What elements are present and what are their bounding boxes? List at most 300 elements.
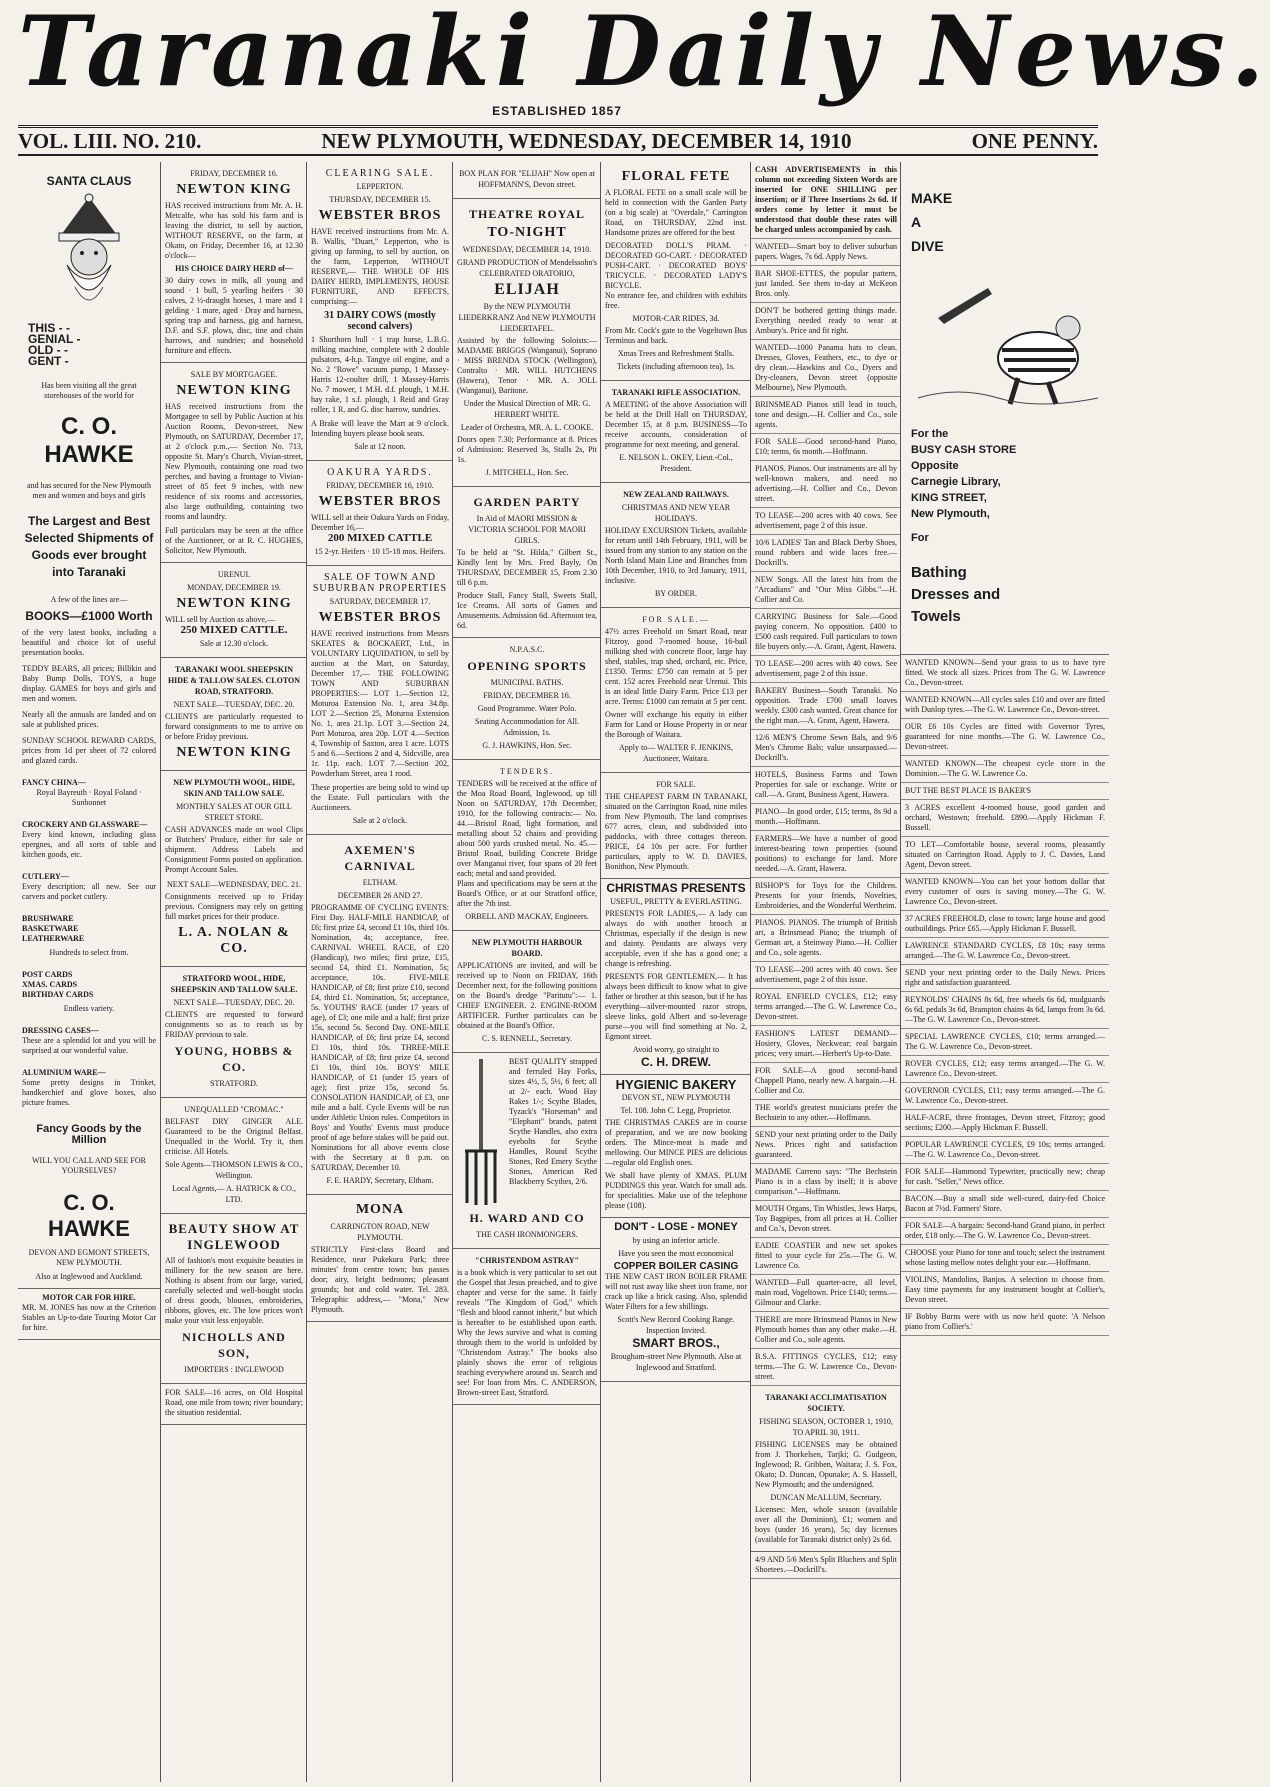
license-fees: Licenses: Men, whole season (available over all the Dominion), £1; women and boys (under 16 years), 5s; day licenses (available for Taranaki district only) 2s 6d.	[755, 1505, 897, 1544]
dressing-cases: DRESSING CASES—	[22, 1026, 99, 1035]
tonight-heading: TO-NIGHT	[487, 225, 567, 240]
classified-ad: VIOLINS, Mandolins, Banjos. A selection to choose from. Easy time payments for any instrument bought at Collier's, Devon street.	[901, 1272, 1109, 1309]
hawke-name: C. O. HAWKE	[44, 413, 134, 468]
production-line: GRAND PRODUCTION of Mendelssohn's CELEBRATED ORATORIO,	[457, 258, 597, 278]
np-wool-sale	[161, 771, 307, 967]
harbour-secretary: C. S. RENNELL, Secretary.	[482, 1034, 572, 1043]
motor-heading: MOTOR CAR FOR HIRE.	[42, 1293, 136, 1302]
floral-fete-advert	[601, 162, 751, 381]
beauty-show-advert	[161, 1214, 307, 1384]
herd-body: 30 dairy cows in milk, all young and sound · 1 bull, 5 yearling heifers · 30 calves, 2 ½-draught horses, 1 mare and 1 gelding · 1 mare, aged · Dray and harness, spring trap and harness, gig and harness, D.F. and S.F. plows, disc, tine and chain harrows, and sundries; and household furniture and effects.	[165, 276, 303, 355]
oratorio-title: ELIJAH	[494, 281, 560, 298]
garden-party-heading: GARDEN PARTY	[473, 495, 581, 509]
sports-programme: Good Programme. Water Polo.	[477, 704, 577, 713]
dive-line: DIVE	[911, 238, 944, 254]
presents-ladies: PRESENTS FOR LADIES,— A lady can always do with another brooch at Christmas, especially if the design is new and dainty. Pendants are always very acceptable, even if she has a good one; a change is refreshing.	[605, 909, 747, 968]
king-street-line: KING STREET,	[911, 492, 987, 504]
sale-date: FRIDAY, DECEMBER 16.	[190, 169, 278, 178]
rifle-president: E. NELSON L. OKEY, Lieut.-Col., President.	[619, 453, 733, 473]
classified-ad: BUT THE BEST PLACE IS BAKER'S	[901, 783, 1109, 800]
have-you-seen: Have you seen the most economical	[618, 1249, 734, 1258]
established-line: ESTABLISHED 1857	[492, 104, 622, 118]
cattle-count: 250 MIXED CATTLE.	[180, 624, 288, 636]
classified-ad: WANTED—1000 Panama hats to clean. Dresses, Gloves, Feathers, etc., to dye or dry clean.—Hawkins and Co., Dyers and Dry-cleaners, Devon street (opposite Melbourne), New Plymouth.	[751, 340, 901, 397]
largest-shipments: The Largest and Best Selected Shipments of Goods ever brought into Taranaki	[24, 514, 154, 579]
auctioneer-name: YOUNG, HOBBS & CO.	[174, 1044, 294, 1074]
club-name: N.P.A.S.C.	[509, 645, 545, 654]
hawke-address: DEVON AND EGMONT STREETS,	[28, 1248, 150, 1257]
classified-ad: IF Bobby Burns were with us now he'd quote: 'A Nelson piano from Collier's.'	[901, 1309, 1109, 1336]
dressing-body: These are a splendid lot and you will be surprised at our wonderful value.	[22, 1036, 156, 1055]
classified-ad: FASHION'S LATEST DEMAND—Hosiery, Gloves, Neckwear; real bargain prices; very smart.—Herbert's Up-to-Date.	[751, 1026, 901, 1063]
fishing-season: FISHING SEASON, OCTOBER 1, 1910, TO APRIL 30, 1911.	[759, 1417, 893, 1437]
santa-icon	[49, 195, 129, 315]
auctioneer-name: NEWTON KING	[176, 182, 292, 197]
fancy-china: FANCY CHINA—	[22, 778, 86, 787]
hawke-name-footer: C. O. HAWKE	[48, 1190, 130, 1241]
engineers: ORBELL AND MACKAY, Engineers.	[465, 912, 589, 921]
opposite-line: Opposite	[911, 460, 959, 472]
page-columns	[18, 162, 1108, 1782]
garden-party-advert	[453, 487, 601, 638]
classified-ad: TO LEASE—200 acres with 40 cows. See advertisement, page 2 of this issue.	[751, 508, 901, 535]
sale-body: CASH ADVANCES made on wool Clips or Butchers' Produce, either for sale or shipment. Address Labels and Consignment Forms posted on application. Prompt Account Sales.	[165, 825, 303, 874]
masthead	[0, 0, 1270, 118]
elijah-box-plan	[453, 162, 601, 199]
column-auctions-newton-king	[160, 162, 307, 1782]
classified-ad: CARRYING Business for Sale.—Good paying concern. No opposition. £400 to £500 cash required. Full particulars to town file buyers only.—A. Grant, Agent, Hawera.	[751, 609, 901, 656]
railways-subheading: CHRISTMAS AND NEW YEAR HOLIDAYS.	[621, 503, 731, 523]
auctioneer-town: STRATFORD.	[210, 1079, 258, 1088]
presents-subheading: USEFUL, PRETTY & EVERLASTING.	[610, 897, 742, 906]
next-sale-body: Consignments received up to Friday previous. Consigners may rely on getting full market prices for their produce.	[165, 892, 303, 921]
secured-text: and has secured for the New Plymouth men and women and boys and girls	[27, 481, 151, 500]
sale-place: URENUI.	[217, 570, 251, 579]
sale-place: LEPPERTON.	[356, 182, 404, 191]
bakery-telephone: Tel. 108. John C. Legg, Proprietor.	[620, 1106, 732, 1115]
tenders-heading: TENDERS.	[500, 767, 554, 776]
nicholls-name: NICHOLLS AND SON,	[182, 1330, 286, 1360]
presents-gentlemen: PRESENTS FOR GENTLEMEN,— It has always been difficult to know what to give father or brother at this season, but if he has everything—silver-mounted razor strops, sleeve links, gold Albert and so-leverage purse—you will find something at No. 2, Egmont street.	[605, 972, 747, 1041]
local-agents: Local Agents,— A. HATRICK & CO., LTD.	[172, 1184, 296, 1204]
classified-ad: THE world's greatest musicians prefer the Bechstein to any other.—Hoffmann.	[751, 1100, 901, 1127]
classified-list	[901, 655, 1109, 1336]
ginger-ale-body: BELFAST DRY GINGER ALE. Guaranteed to be the Original Belfast. Unequalled in the World. Try it, then criticise. All Hotels.	[165, 1117, 303, 1156]
copper-casing: COPPER BOILER CASING	[613, 1261, 739, 1272]
classified-ad: PIANOS. Pianos. Our instruments are all by well-known makers, and need no advertising.—H. Collier and Co., Devon street.	[751, 461, 901, 508]
carnival-secretary: F. E. HARDY, Secretary, Eltham.	[326, 1176, 434, 1185]
visiting-text: Has been visiting all the great storehouses of the world for	[41, 381, 137, 400]
classified-ad: FOR SALE—A bargain: Second-hand Grand piano, in perfect order, £18 only.—The G. W. Lawrence Co., Devon-street.	[901, 1218, 1109, 1245]
hawke-town: NEW PLYMOUTH.	[56, 1258, 122, 1267]
diver-icon	[918, 258, 1098, 408]
harbour-board-advert	[453, 931, 601, 1053]
classified-ad: FOR SALE—A good second-hand Chappell Piano, nearly new. A bargain.—H. Collier and Co.	[751, 1063, 901, 1100]
bakery-cakes: THE CHRISTMAS CAKES are in course of preparation, and we are now booking orders. The Mince-meat is made and mellowing. Our MINCE PIES are delicious—regular old English ones.	[605, 1118, 747, 1167]
inferior-article: by using an inferior article.	[632, 1236, 720, 1245]
theatre-royal-advert	[453, 199, 601, 487]
auctioneer-name: WEBSTER BROS	[318, 610, 442, 625]
sale-heading: TARANAKI WOOL SHEEPSKIN HIDE & TALLOW SALES. CLOTON ROAD, STRATFORD.	[167, 665, 301, 696]
cattle-count: 200 MIXED CATTLE	[327, 532, 433, 544]
a-line: A	[911, 214, 922, 230]
orchestra-leader: Leader of Orchestra, MR. A. L. COOKE.	[460, 423, 594, 432]
mona-boarding-house	[307, 1195, 453, 1322]
smart-road-for-sale	[601, 608, 751, 773]
classified-ad: PIANO—In good order, £15; terms, 8s 9d a month.—Hoffmann.	[751, 804, 901, 831]
hawke-advert	[18, 162, 160, 1289]
classified-ad: ROVER CYCLES, £12; easy terms arranged.—The G. W. Lawrence Co., Devon-street.	[901, 1056, 1109, 1083]
bakery-heading: HYGIENIC BAKERY	[615, 1077, 737, 1092]
avoid-worry: Avoid worry, go straight to	[632, 1045, 720, 1054]
crockery-heading: CROCKERY AND GLASSWARE—	[22, 820, 148, 829]
drew-name: C. H. DREW.	[640, 1055, 711, 1069]
this-line: THIS - -	[28, 321, 70, 335]
rifle-meeting: A MEETING of the above Association will be held at the Drill Hall on THURSDAY, December 15, at 8 p.m. BUSINESS—To receive accounts, consideration of programme for next meeting, and general.	[605, 400, 747, 449]
smart-bros-address: Brougham-street New Plymouth. Also at Inglewood and Stratford.	[610, 1352, 742, 1372]
classified-ad: 3 ACRES excellent 4-roomed house, good garden and orchard, Westown; freehold. £890.—Apply Hickman F. Bussell.	[901, 800, 1109, 837]
classified-ad: WANTED KNOWN—Send your grass to us to have tyre fitted. We stock all sizes. Prices from The G. W. Lawrence Co., Devon-street.	[901, 655, 1109, 692]
herd-heading: HIS CHOICE DAIRY HERD of—	[175, 264, 293, 273]
sale-time: Sale at 12 noon.	[354, 442, 406, 451]
christendom-astray-advert	[453, 1249, 601, 1405]
classified-ad: SEND your next printing order to the Daily News. Prices right and satisfaction guaranteed.	[751, 1127, 901, 1164]
sale-body: HAS received instructions from Mr. A. H. Metcalfe, who has sold his farm and is leaving the district, to sell by auction, WITHOUT RESERVE, on the farm, at Okato, on Friday, December 16, at 12.30 o'clock—	[165, 201, 303, 260]
classified-ad: SEND your next printing order to the Daily News. Prices right and satisfaction guaranteed.	[901, 965, 1109, 992]
basketware: BASKETWARE	[22, 924, 79, 933]
classified-ad: MADAME Carreno says: "The Bechstein Piano is in a class by itself; it is above comparison."—Hoffmann.	[751, 1164, 901, 1201]
sports-date: FRIDAY, DECEMBER 16.	[483, 691, 571, 700]
motor-route: From Mr. Cock's gate to the Vogeltown Bus Terminus and back.	[605, 326, 747, 345]
cow-count: 31 DAIRY COWS (mostly second calvers)	[324, 310, 436, 332]
bakery-puddings: We shall have plenty of XMAS. PLUM PUDDINGS this year. Watch for small ads. for specialities. Make use of the telephone please (108).	[605, 1171, 747, 1210]
hundreds: Hundreds to select from.	[49, 948, 129, 957]
china-lines: Royal Bayreuth · Royal Foland · Sunbonnet	[36, 788, 142, 807]
hon-secretary: G. J. HAWKINS, Hon. Sec.	[482, 741, 572, 750]
agent-contact: Apply to— WALTER F. JENKINS, Auctioneer, Waitara.	[618, 743, 734, 763]
carnegie-line: Carnegie Library,	[911, 476, 1001, 488]
classified-ad: REYNOLDS' CHAINS 8s 6d, free wheels 6s 6d, mudguards 6s 6d, pedals 3s 6d, Brampton chains 4s 6d, lamps from 3s 6d.—The G. W. Lawrence Co., Devon-street.	[901, 992, 1109, 1029]
soloists: Assisted by the following Soloists:— MADAME BRIGGS (Wanganui), Soprano · MISS BRENDA STOCK (Wellington), Contralto · MR. WILL HUTCHENS (Hawera), Tenor · MR. A. JOLL (Wanganui), Baritone.	[457, 336, 597, 395]
classified-ad: BRINSMEAD Pianos still lead in touch, tone and design.—H. Collier and Co., sole agents.	[751, 397, 901, 434]
classified-ad: NEW Songs. All the latest hits from the "Arcadians" and "Our Miss Gibbs."—H. Collier and Co.	[751, 572, 901, 609]
sale-body: HAVE received instructions from Messrs SKEATES & BOCKAERT, Ltd., in VOLUNTARY LIQUIDATION, to sell by auction at the Mart, on Saturday, December 17,— THE FOLLOWING TOWN AND SUBURBAN PROPERTIES:— LOT 1.—Section 12, Moturoa Extension No. 1, area 34.8p. LOT 2.—Section 25, Moturoa Extension No. 1, area 21.1p. LOT 3.—Section 24, Port Moturoa, area 20p. LOT 4.—Section 4, Township of Saxton, area 1 acre. LOTS 5 and 6.—Sections 2 and 4, Sidcville, area 1r. 11p. each. LOT 7.—Section 202, Powderham Street, area 1 rood.	[311, 629, 449, 778]
fete-heading: FLORAL FETE	[621, 169, 731, 184]
sale-time: Sale at 2 o'clock.	[352, 816, 408, 825]
volume-number: VOL. LIII. NO. 210.	[18, 128, 202, 153]
auctioneer-name: WEBSTER BROS	[318, 494, 442, 509]
axemens-carnival	[307, 835, 453, 1195]
opening-sports-advert	[453, 638, 601, 760]
books-body: of the very latest books, including a beautiful and choice lot of useful presentation books.	[22, 628, 156, 657]
tenders-plans: Plans and specifications may be seen at the Board's Office, or at our Stratford office, after the 7th inst.	[457, 879, 597, 908]
busy-cash-store-advert	[901, 162, 1109, 655]
sale-heading: STRATFORD WOOL, HIDE, SHEEPSKIN AND TALLOW SALE.	[170, 974, 298, 994]
classified-ad: 37 ACRES FREEHOLD, close to town; large house and good outbuildings. Price £65.—Apply Hickman F. Bussell.	[901, 911, 1109, 938]
hon-secretary: J. MITCHELL, Hon. Sec.	[485, 468, 569, 477]
place-date: NEW PLYMOUTH, WEDNESDAY, DECEMBER 14, 1910	[321, 128, 852, 153]
reward-cards: SUNDAY SCHOOL REWARD CARDS, prices from 1d per sheet of 72 colored and glazed cards.	[22, 736, 156, 765]
sale-particulars: Full particulars may be seen at the office of the Auctioneer, or at R. C. HUGHES, Solicitor, New Plymouth.	[165, 526, 303, 555]
dockrills-bluchers: 4/9 AND 5/6 Men's Split Bluchers and Split Shoetees.—Dockrill's.	[751, 1552, 901, 1579]
classified-ad: BACON.—Buy a small side well-cured, dairy-fed Choice Bacon at 7½d. Farmers' Store.	[901, 1191, 1109, 1218]
birthday-cards: BIRTHDAY CARDS	[22, 990, 94, 999]
classified-ad: 12/6 MEN'S Chrome Sewn Bals, and 9/6 Men's Chrome Bals; value unsurpassed.—Dockrill's.	[751, 730, 901, 767]
gent-line: GENT -	[28, 354, 69, 368]
book-title: "CHRISTENDOM ASTRAY"	[475, 1256, 579, 1265]
sale-body: CLIENTS are particularly requested to forward consignments to me to arrive on or before Friday previous.	[165, 712, 303, 741]
sale-date: MONDAY, DECEMBER 19.	[187, 583, 281, 592]
cutlery-heading: CUTLERY—	[22, 872, 69, 881]
sale-date: FRIDAY, DECEMBER 16, 1910.	[326, 481, 434, 490]
classified-ad: HALF-ACRE, three frontages, Devon street, Fitzroy; good sections; £200.—Apply Hickman F. Bussell.	[901, 1110, 1109, 1137]
admission-prices: Doors open 7.30; Performance at 8. Prices of Admission: Reserved 3s, Stalls 2s, Pit 1s.	[457, 435, 597, 464]
sale-heading: SALE OF TOWN AND SUBURBAN PROPERTIES	[312, 572, 448, 594]
sale-body: WILL sell at their Oakura Yards on Friday, December 16,—	[311, 513, 449, 532]
dont-lose-money: DON'T - LOSE - MONEY	[614, 1221, 738, 1233]
heifers-list: 15 2-yr. Heifers · 10 15-18 mos. Heifers.	[314, 547, 446, 556]
ward-name: H. WARD AND CO	[469, 1211, 585, 1225]
old-line: OLD - -	[28, 343, 68, 357]
brushware: BRUSHWARE	[22, 914, 74, 923]
ginger-ale-advert	[161, 1098, 307, 1214]
implements-list: 1 Shorthorn bull · 1 trap horse, L.B.G. milking machine, complete with 2 double pulsators, 4-h.p. Tangye oil engine, and a No. 2 "Rowe" vacuum pump, 1 Massey-Harris 12-coulter drill, 1 Massey-Harris No. 7 mower, 1 M.H. d.f. plough, 1 M.H. hay rake, 1 s.f. plough, 1 Reid and Gray roller, 1 R. and G. disc harrow, sundries.	[311, 335, 449, 414]
classified-ad: TO LEASE—200 acres with 40 cows. See advertisement, page 2 of this issue.	[751, 962, 901, 989]
classified-ad: DON'T be bothered getting things made. Everything needed ready to wear at Ambury's. Price and fit right.	[751, 303, 901, 340]
old-hospital-road-sale	[161, 1384, 307, 1425]
railways-notice	[601, 483, 751, 608]
mona-body: STRICTLY First-class Board and Residence, near Pukekura Park; three minutes' from centre town; bus passes door; airy, bright bedrooms; pleasant grounds; hot and cold water. Tel. 283. Telegraphic address,— "Mona," New Plymouth.	[311, 1245, 449, 1314]
classified-ad: FOR SALE—Good second-hand Piano, £10; terms, 6s month.—Hoffmann.	[751, 434, 901, 461]
sports-admission: Seating Accommodation for All. Admission, 1s.	[475, 717, 579, 737]
classified-ad: PIANOS. PIANOS. The triumph of British art, a Brinsmead Piano; the triumph of German art, a Steinway Piano.—H. Collier and Co., sole agents.	[751, 915, 901, 962]
acclimatisation-secretary: DUNCAN McALLUM, Secretary.	[770, 1493, 882, 1502]
fishing-licenses: FISHING LICENSES may be obtained from J. Thorkelsen, Tarjki; G. Gudgeon, Inglewood; R. Gribben, Waitara; J. S. Fox, Okato; D. Duncan, Opunake; A. S. Hassell, New Plymouth; and the undersigned.	[755, 1440, 897, 1489]
will-you-call: WILL YOU CALL AND SEE FOR YOURSELVES?	[32, 1156, 146, 1175]
oakura-sale	[307, 461, 453, 566]
column-busy-cash-store	[900, 162, 1109, 1782]
cheapest-farm-for-sale	[601, 773, 751, 879]
hygienic-bakery-advert	[601, 1075, 751, 1218]
classified-ad: ROYAL ENFIELD CYCLES, £12; easy terms arranged.—The G. W. Lawrence Co., Devon-street.	[751, 989, 901, 1026]
classified-ad: LAWRENCE STANDARD CYCLES, £8 10s; easy terms arranged.—The G. W. Lawrence Co., Devon-street.	[901, 938, 1109, 965]
endless-variety: Endless variety.	[63, 1004, 115, 1013]
next-sale: NEXT SALE—TUESDAY, DEC. 20.	[173, 998, 295, 1007]
copper-body: THE NEW CAST IRON BOILER FRAME will not rust away like sheet iron frame, nor crack up like a brick casing. Also, splendid Water Filters for a few shillings.	[605, 1272, 747, 1311]
dateline	[18, 125, 1098, 156]
for-the-line: For the	[911, 428, 949, 440]
motor-car-advert	[18, 1289, 160, 1340]
mortgagee-sale	[161, 363, 307, 563]
motor-rides: MOTOR-CAR RIDES, 3d.	[632, 314, 720, 323]
for-sale-body: 47½ acres Freehold on Smart Road, near Fitzroy, good 7-roomed house, 16-bail milking shed with concrete floor, large hay shed, stables, trap shed, orchard, etc. Price, £1350. Terms: £750 can remain at 5 per cent. 152 acres Freehold near Urenui. This is an ideal little Dairy Farm. Price £13 per acre. Terms: £1000 can remain at 5 per cent.	[605, 627, 747, 706]
annuals: Nearly all the annuals are landed and on sale at published prices.	[22, 710, 156, 729]
classified-ad: FOR SALE—Hammond Typewriter, practically new; cheap for cash. "Seller," News office.	[901, 1164, 1109, 1191]
xmas-cards: XMAS. CARDS	[22, 980, 78, 989]
sale-heading: SALE BY MORTGAGEE.	[190, 370, 278, 379]
sports-venue: MUNICIPAL BATHS.	[490, 678, 564, 687]
diver-illustration	[911, 258, 1105, 408]
theatre-heading: THEATRE ROYAL	[468, 207, 586, 221]
book-body: is a book which is very particular to set out the Gospel that Jesus preached, and to give chapter and verse for the same. It fairly reveals "The Kingdom of God," which "flesh and blood cannot inherit," but which is hereafter to be established upon earth. Why the Jews survive and what is coming through them to the world is unfolded by "Christendom Astray." The books also plainly shows the error of religious teaching everywhere around us. Search and see! For loan from Mrs. C. ANDERSON, Brown-street East, Stratford.	[457, 1268, 597, 1397]
motor-body: MR. M. JONES has now at the Criterion Stables an Up-to-date Touring Motor Car for hire.	[22, 1303, 156, 1332]
nicholls-importers: IMPORTERS : INGLEWOOD	[184, 1365, 284, 1374]
sale-particulars: These properties are being sold to wind up the Estate. Full particulars with the Auctioneers.	[311, 783, 449, 812]
sale-heading: NEW PLYMOUTH WOOL, HIDE, SKIN AND TALLOW SALE.	[173, 778, 295, 798]
railways-body: HOLIDAY EXCURSION Tickets, available for return until 14th February, 1911, will be issued from any station to any station on the North Island Main Line and Branches from 10th December, 1910, to 3rd January, 1911, inclusive.	[605, 526, 747, 585]
ward-ironmongers: THE CASH IRONMONGERS.	[476, 1230, 578, 1239]
column-notices	[600, 162, 751, 1782]
teddy-bears: TEDDY BEARS, all prices; Billikin and Baby Bump Dolls, TOYS, a huge display. GAMES for boys and girls and men and women.	[22, 664, 156, 703]
urenui-sale	[161, 563, 307, 658]
fete-prizes: DECORATED DOLL'S PRAM. · DECORATED GO-CART. · DECORATED PUSH-CART. · DECORATED BOYS' TRICYCLE. · DECORATED LADY'S BICYCLE.	[605, 241, 747, 290]
sole-agents: Sole Agents—THOMSON LEWIS & CO., Wellington.	[165, 1160, 303, 1180]
box-plan: BOX PLAN FOR "ELIJAH" Now open at HOFFMANN'S, Devon street.	[459, 169, 595, 189]
classified-ad: WANTED—Full quarter-acre, all level, main road, Vogeltown. Price £140; terms.—Gilmour and Clarke.	[751, 1275, 901, 1312]
hay-forks-advert	[453, 1053, 601, 1249]
classified-ad: THERE are more Brinsmead Pianos in New Plymouth homes than any other make.—H. Collier and Co., sole agents.	[751, 1312, 901, 1349]
classified-ad: WANTED KNOWN—You can bet your bottom dollar that every customer of ours is saving money.—The G. W. Lawrence Co., Devon-street.	[901, 874, 1109, 911]
classified-ad: SPECIAL LAWRENCE CYCLES, £10; terms arranged.—The G. W. Lawrence Co., Devon-street.	[901, 1029, 1109, 1056]
sale-heading: CLEARING SALE.	[325, 168, 435, 179]
fete-body: A FLORAL FETE on a small scale will be held in connection with the Garden Party (on a big scale) at "Overdale," Carrington Road, on THURSDAY, 22nd inst. Handsome prizes are offered for the best	[605, 188, 747, 237]
classified-ad: WANTED KNOWN—All cycles sales £10 and over are fitted with Dunlop tyres.—The G. W. Lawrence Co., Devon-street.	[901, 692, 1109, 719]
garden-party-stalls: Produce Stall, Fancy Stall, Sweets Stall, Ice Creams. All sorts of Games and Amusements. Admission 6d. Afternoon tea, 6d.	[457, 591, 597, 630]
santa-heading: SANTA CLAUS	[46, 174, 132, 188]
drew-christmas-presents	[601, 879, 751, 1075]
auctioneer-name: NEWTON KING	[176, 596, 292, 611]
performance-date: WEDNESDAY, DECEMBER 14, 1910.	[462, 245, 592, 254]
classified-ad: EADIE COASTER and new set spokes fitted to your cycle for 25s.—The G. W. Lawrence Co.	[751, 1238, 901, 1275]
classified-ad: OUR £6 10s Cycles are fitted with Governor Tyres, guaranteed for nine months.—The G. W. Lawrence Co., Devon-street.	[901, 719, 1109, 756]
town-properties-sale	[307, 566, 453, 835]
next-sale: NEXT SALE—WEDNESDAY, DEC. 21.	[166, 880, 302, 889]
town-line: New Plymouth,	[911, 508, 990, 520]
bathing-line: Bathing	[911, 564, 967, 581]
auctioneer-name: L. A. NOLAN & CO.	[178, 925, 290, 956]
make-line: MAKE	[911, 190, 953, 206]
rifle-association-notice	[601, 381, 751, 483]
mona-address: CARRINGTON ROAD, NEW PLYMOUTH.	[330, 1222, 430, 1242]
few-lines: A few of the lines are—	[50, 595, 128, 604]
towels-line: Towels	[911, 608, 961, 625]
for-sale-body: FOR SALE—16 acres, on Old Hospital Road, one mile from town; river boundary; the situation residential.	[165, 1388, 303, 1417]
harbour-body: APPLICATIONS are invited, and will be received up to Noon on FRIDAY, 16th December next, for the following positions on the Board's dredge "Paritutu":— 1. CHIEF ENGINEER. 2. ENGINE-ROOM ARTIFICER. Further particulars can be obtained at the Board's Office.	[457, 961, 597, 1030]
classified-ad: BISHOP'S for Toys for the Children. Presents for your friends, Novelties, Embroideries, and the Wonderful Wertheim.	[751, 878, 901, 915]
classified-ad: GOVERNOR CYCLES, £11; easy terms arranged.—The G. W. Lawrence Co., Devon-street.	[901, 1083, 1109, 1110]
column-webster-bros	[306, 162, 453, 1782]
classified-ad: CHOOSE your Piano for tone and touch; select the instrument whose lasting mellow notes delight your ear.—Hoffmann.	[901, 1245, 1109, 1272]
hay-forks-body: BEST QUALITY strapped and ferruled Hay Forks, sizes 4½, 5, 5½, 6 feet; all at 2/- each. Wood Hay Rakes 1/-; Scythe Blades, Tyzack's "Horseman" and "Elephant" brands, patent Scythe Handles, also extra eyebolts for Scythe Handles, Round Scythe Stones, Red Emery Scythe Stones, American Red Blackberry Scythes, 2/6.	[509, 1057, 597, 1186]
carnival-heading: AXEMEN'S CARNIVAL	[344, 843, 416, 873]
leatherware: LEATHERWARE	[22, 934, 85, 943]
smart-bros-advert	[601, 1218, 751, 1382]
xmas-trees: Xmas Trees and Refreshment Stalls.	[617, 349, 735, 358]
classified-ad: MOUTH Organs, Tin Whistles, Jews Harps, Toy Bagpipes, from all prices at H. Collier and Co.'s, Devon street.	[751, 1201, 901, 1238]
garden-party-cause: In Aid of MAORI MISSION & VICTORIA SCHOOL FOR MAORI GIRLS.	[468, 514, 586, 545]
post-cards: POST CARDS	[22, 970, 73, 979]
classified-ad: WANTED—Smart boy to deliver suburban papers. Wages, 7s 6d. Apply News.	[751, 239, 901, 266]
sale-body: HAS received instructions from the Mortgagee to sell by Public Auction at his Auction Rooms, Devon-street, New Plymouth, on SATURDAY, December 17, at 2 o'clock p.m.,— Section No. 713, opposite St. Mary's Church, Vivian-street, New Plymouth, containing one road two perches, and having a frontage to Vivian-street of 85 feet 9 inches, with new residence of six rooms and accessories, also large outbuilding, containing two rooms and laundry.	[165, 402, 303, 521]
beauty-heading: BEAUTY SHOW AT INGLEWOOD	[168, 1221, 300, 1252]
classified-ad: WANTED KNOWN—The cheapest cycle store in the Dominion.—The G. W. Lawrence Co.	[901, 756, 1109, 783]
carnival-dates: DECEMBER 26 AND 27.	[337, 891, 423, 900]
genial-line: GENIAL -	[28, 332, 81, 346]
railways-heading: NEW ZEALAND RAILWAYS.	[623, 490, 729, 499]
classified-ad: BAR SHOE-ETTES, the popular pattern, just landed. See them to-day at McKeon Bros. only.	[751, 266, 901, 303]
harbour-heading: NEW PLYMOUTH HARBOUR BOARD.	[471, 938, 583, 958]
dresses-line: Dresses and	[911, 586, 1001, 603]
brake-notice: A Brake will leave the Mart at 9 o'clock. Intending buyers please book seats.	[311, 419, 449, 438]
cutlery-body: Every description; all new. See our carvers and pocket cutlery.	[22, 882, 156, 901]
classified-ad: HOTELS, Business Farms and Town Properties for sale or exchange. Write or call.—A. Grant, Business Agent, Hawera.	[751, 767, 901, 804]
column-hawke	[18, 162, 160, 1782]
mona-heading: MONA	[355, 1202, 405, 1217]
sports-heading: OPENING SPORTS	[467, 659, 587, 673]
sale-time: Sale at 12.30 o'clock.	[199, 639, 269, 648]
classified-ad: TO LEASE—200 acres with 40 cows. See advertisement, page 2 of this issue.	[751, 656, 901, 683]
sale-date: SATURDAY, DECEMBER 17.	[329, 597, 431, 606]
carnival-place: ELTHAM.	[362, 878, 398, 887]
next-sale: NEXT SALE—TUESDAY, DEC. 20.	[173, 700, 295, 709]
stratford-wool-sale	[161, 967, 307, 1098]
cromac-line: UNEQUALLED "CROMAC."	[184, 1105, 284, 1114]
musical-director: Under the Musical Direction of MR. G. HERBERT WHITE.	[463, 399, 591, 419]
okato-sale	[161, 162, 307, 363]
presents-heading: CHRISTMAS PRESENTS	[606, 881, 746, 895]
cash-ads-notice: CASH ADVERTISEMENTS in this column not exceeding Sixteen Words are inserted for ONE SHILLING per insertion; or if Three Insertions 2s 6d. If orders come by letter it must be understood that double these rates will be charged unless accompanied by cash.	[751, 162, 901, 239]
hay-fork-icon	[457, 1057, 505, 1207]
acclimatisation-notice	[751, 1386, 901, 1552]
auctioneer-name: NEWTON KING	[176, 383, 292, 398]
price: ONE PENNY.	[971, 128, 1098, 153]
for-sale-body: THE CHEAPEST FARM IN TARANAKI, situated on the Carrington Road, nine miles from New Plymouth. The land comprises 677 acres, clean, and subdivided into paddocks, with three cottages thereon. PRICE, £4 10s per acre. For further particulars, apply to W. D. DAVIES, Bonithon, New Plymouth.	[605, 792, 747, 871]
classified-ad: POPULAR LAWRENCE CYCLES, £9 10s; terms arranged.—The G. W. Lawrence Co., Devon-street.	[901, 1137, 1109, 1164]
aluminium-body: Some pretty designs in Trinket, handkerchief and glove boxes, also picture frames.	[22, 1078, 156, 1107]
sale-heading: OAKURA YARDS.	[327, 467, 433, 478]
crockery-body: Every kind known, including glass epergnes, and all sorts of table and kitchen goods, etc.	[22, 830, 156, 859]
beauty-body: All of fashion's most exquisite beauties in millinery for the new season are here. Nothing is absent from our large, varied, carefully selected and well-bought stocks of dress goods, blouses, embroideries, ribbons, gloves, etc. The low prices won't make your visit less enjoyable.	[165, 1256, 303, 1325]
books-heading: BOOKS—£1000 Worth	[25, 609, 153, 623]
rifle-heading: TARANAKI RIFLE ASSOCIATION.	[611, 388, 741, 397]
smart-bros-name: SMART BROS.,	[632, 1336, 720, 1350]
sale-body: HAVE received instructions from Mr. A. B. Wallis, "Duart," Lepperton, who is giving up farming, to sell by auction, on the farm, Lepperton, WITHOUT RESERVE,— THE WHOLE OF HIS DAIRY HERD, IMPLEMENTS, HOUSE FURNITURE, AND EFFECTS, comprising:—	[311, 227, 449, 306]
exchange-offer: Owner will exchange his equity in either Farm for Land or House Property in or near the Borough of Waitara.	[605, 710, 747, 739]
auctioneer-name: WEBSTER BROS	[318, 208, 442, 223]
classified-ad: TO LET—Comfortable house, several rooms, pleasantly situated on Carrington Road. Apply to J. C. Davies, Land Agent, Devon street.	[901, 837, 1109, 874]
garden-party-details: To be held at "St. Hilda," Gilbert St., Kindly lent by Mrs. Fred Bayly, On THURSDAY, DECEMBER 15, From 2.30 till 6 p.m.	[457, 548, 597, 587]
classified-ad: B.S.A. FITTINGS CYCLES, £12; easy terms.—The G. W. Lawrence Co., Devon-street.	[751, 1349, 901, 1386]
newspaper-title: Taranaki Daily News.	[18, 0, 1270, 108]
santa-illustration	[22, 195, 156, 315]
classified-ad: FARMERS—We have a number of good interest-bearing town properties (sound positions) to exchange for land. More needed.—A. Grant, Hawera.	[751, 831, 901, 878]
fete-tickets: Tickets (including afternoon tea), 1s.	[617, 362, 735, 371]
store-name: BUSY CASH STORE	[911, 444, 1017, 456]
performers: By the NEW PLYMOUTH LIEDERKRANZ And NEW PLYMOUTH LIEDERTAFEL.	[458, 302, 596, 333]
classified-ad: BAKERY Business—South Taranaki. No opposition. Trade £700 small loaves weekly. £300 cash wanted. Great chance for the right man.—A. Grant, Agent, Hawera.	[751, 683, 901, 730]
auctioneer-name: NEWTON KING	[176, 745, 292, 760]
classified-ad: 10/6 LADIES' Tan and Black Derby Shoes, round rubbers and wide laces free.—Dockrill's.	[751, 535, 901, 572]
lepperton-clearing-sale	[307, 162, 453, 461]
carnival-programme: PROGRAMME OF CYCLING EVENTS: First Day. HALF-MILE HANDICAP, of £6; first prize £4, second £1 10s, third 10s. Nomination, 4s; acceptance, free. CARNIVAL WHEEL RACE, of £20 (Handicap), two miles; first prize, £15, second £4, third £1. Nomination, 5s; acceptance, 10s. FIVE-MILE HANDICAP, of £8; first prize £10, second £4, third £1. Nomination, 5s; acceptance, 5s. YOUTHS' RACE (under 17 years of age), of £3; one mile and a half; first prize 15s, second 5s. Second Day. ONE-MILE HANDICAP, of £6; first prize £4, second £1 10s, third 10s. THREE-MILE HANDICAP, of £8; first prize £4, second £1 10s, third 10s. BOYS' MILE HANDICAP, of £1 (under 15 years of age); first prize 15s, second 5s. CONSOLATION HANDICAP, of £3, one mile and a half. Cycle Events will be run under Athletic Union rules. Competitors in Boys' and Youths' Events must produce proof of age before stakes will be paid out. Nominations for all above events close with the Secretary at 8 p.m. on SATURDAY, December 10.	[311, 903, 449, 1172]
by-order: BY ORDER.	[655, 589, 697, 598]
tenders-body: TENDERS will be received at the office of the Moa Road Board, Inglewood, up till Noon on SATURDAY, 17th December, 1910, for the following contracts:— No. 44.—Bristol Road, light formation, and metalling about 52 chains and providing about 500 yards crushed metal. No. 45.—Bristol Road, building Concrete Bridge over Manganui river, four spans of 20 feet each; metal and sand provided.	[457, 779, 597, 878]
hawke-branches: Also at Inglewood and Auckland.	[35, 1272, 143, 1281]
bakery-address: DEVON ST., NEW PLYMOUTH	[621, 1093, 731, 1102]
column-classifieds	[750, 162, 901, 1782]
for-line: For	[911, 532, 929, 544]
classified-list	[751, 239, 901, 1386]
